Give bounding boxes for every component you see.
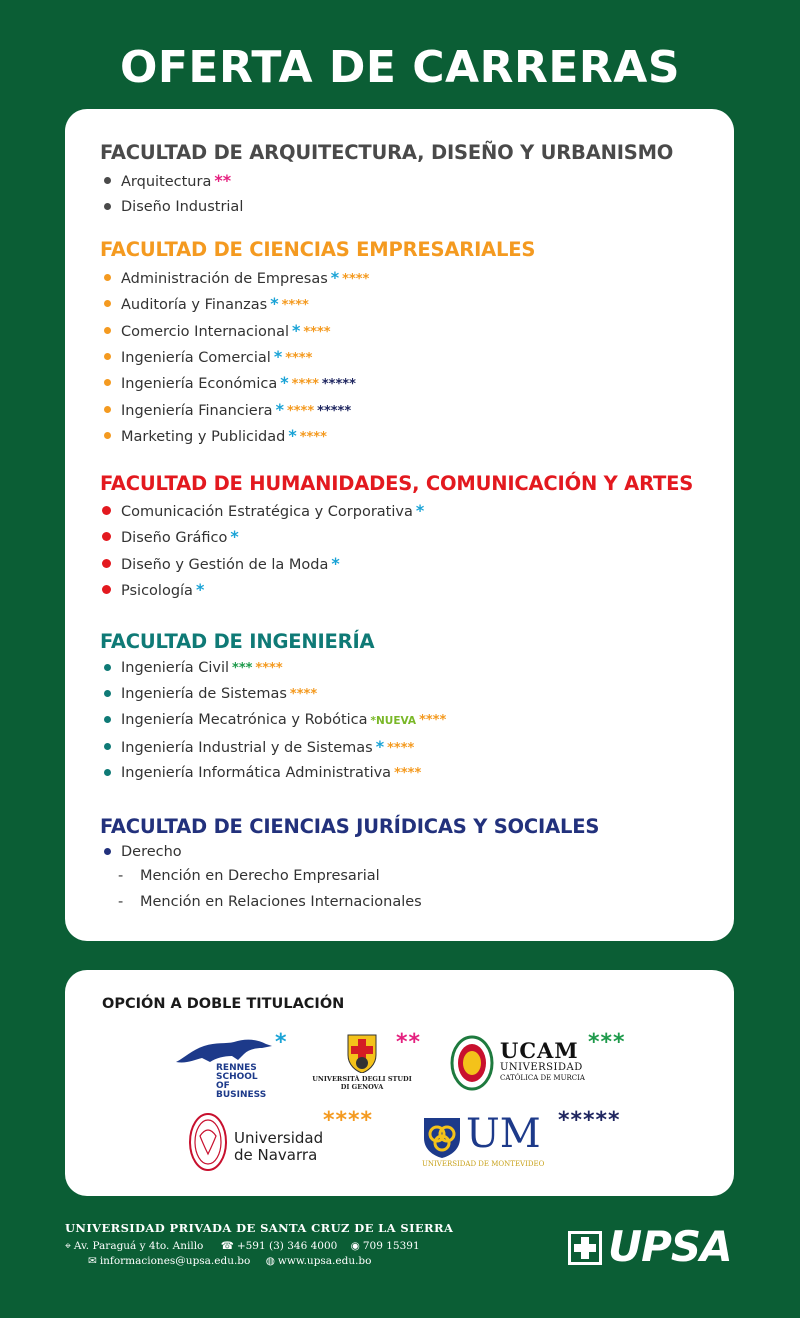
email-link[interactable]: informaciones@upsa.edu.bo xyxy=(99,1255,251,1267)
partner-stars: ***** xyxy=(317,403,352,419)
bullet-icon xyxy=(104,848,111,855)
footer-contact xyxy=(88,1255,371,1267)
bullet-icon xyxy=(104,432,111,439)
partner-stars: **** xyxy=(255,661,283,676)
faculty-title: FACULTAD DE INGENIERÍA xyxy=(100,630,375,653)
program-item xyxy=(121,198,243,216)
page-title: OFERTA DE CARRERAS xyxy=(119,42,681,93)
partner-stars: **** xyxy=(387,740,415,756)
program-item xyxy=(121,843,182,861)
program-item xyxy=(121,659,283,678)
sub-dash: - xyxy=(118,868,124,884)
program-item xyxy=(121,685,317,704)
panther-icon xyxy=(174,1036,274,1066)
rennes-line-3: OF BUSINESS xyxy=(216,1081,267,1100)
sub-label: Mención en Relaciones Internacionales xyxy=(140,894,422,910)
partner-stars: **** xyxy=(286,403,315,419)
partner-stars: * xyxy=(273,346,283,366)
program-item xyxy=(121,322,331,342)
faculty-title: FACULTAD DE HUMANIDADES, COMUNICACIÓN Y ARTES xyxy=(100,472,694,495)
bullet-icon xyxy=(102,506,111,515)
navarra-line-1: Universidad xyxy=(234,1129,324,1147)
program-label: Ingeniería Civil xyxy=(121,660,230,676)
address-text: Av. Paraguá y 4to. Anillo xyxy=(73,1240,204,1252)
faculty-title: FACULTAD DE ARQUITECTURA, DISEÑO Y URBANISMO xyxy=(100,141,674,164)
bullet-icon xyxy=(104,406,111,413)
navarra-line-2: de Navarra xyxy=(234,1146,318,1164)
program-label: Diseño Industrial xyxy=(121,199,244,215)
program-label: Psicología xyxy=(121,582,193,599)
partner-stars: **** xyxy=(303,324,331,340)
rennes-stars: * xyxy=(275,1030,288,1055)
program-label: Derecho xyxy=(121,844,182,860)
bullet-icon xyxy=(102,585,111,594)
partner-stars: * xyxy=(230,527,239,547)
partner-stars: * xyxy=(280,373,289,393)
ucam-line-1: UCAM xyxy=(500,1038,579,1063)
whatsapp-text: 709 15391 xyxy=(362,1240,420,1252)
navarra-logo xyxy=(188,1112,328,1172)
phone-icon: ☎ xyxy=(220,1240,234,1252)
program-label: Diseño Gráfico xyxy=(121,530,228,547)
partner-stars: **** xyxy=(289,687,318,703)
program-label: Comercio Internacional xyxy=(121,323,289,340)
program-label: Ingeniería Industrial y de Sistemas xyxy=(121,739,373,756)
program-item xyxy=(121,738,414,758)
partner-stars: * xyxy=(330,268,340,287)
program-label: Arquitectura xyxy=(121,174,212,190)
program-item xyxy=(121,764,421,783)
web-link[interactable]: www.upsa.edu.bo xyxy=(277,1255,372,1267)
bullet-icon xyxy=(104,327,111,334)
bullet-icon xyxy=(104,743,111,750)
program-label: Ingeniería Mecatrónica y Robótica xyxy=(121,712,368,729)
program-label: Ingeniería Financiera xyxy=(121,402,273,419)
faculty-title: FACULTAD DE CIENCIAS JURÍDICAS Y SOCIALES xyxy=(100,815,600,838)
phone-text: +591 (3) 346 4000 xyxy=(236,1240,338,1252)
program-item xyxy=(121,502,424,521)
seal-icon xyxy=(188,1112,230,1172)
partner-stars: **** xyxy=(291,377,319,393)
bullet-icon xyxy=(104,353,111,360)
program-item xyxy=(121,295,309,315)
program-label: Auditoría y Finanzas xyxy=(121,297,268,314)
program-item xyxy=(121,555,340,574)
program-item xyxy=(121,427,327,447)
um-line-2: UNIVERSIDAD DE MONTEVIDEO xyxy=(422,1160,545,1168)
program-label: Ingeniería Económica xyxy=(121,376,278,393)
seal-icon xyxy=(450,1034,496,1092)
partner-stars: **** xyxy=(419,713,447,729)
partner-stars: **** xyxy=(342,272,370,287)
program-label: Administración de Empresas xyxy=(121,271,328,287)
new-tag: *NUEVA xyxy=(370,715,417,728)
rennes-logo xyxy=(174,1036,274,1100)
program-item xyxy=(121,401,351,421)
partner-stars: * xyxy=(375,736,385,756)
partner-stars: **** xyxy=(285,350,313,366)
genova-line-1: UNIVERSITÀ DEGLI STUDI xyxy=(312,1075,412,1083)
partner-stars: **** xyxy=(394,765,422,781)
whatsapp-icon: ◉ xyxy=(350,1240,360,1252)
footer-university: UNIVERSIDAD PRIVADA DE SANTA CRUZ DE LA SIERRA xyxy=(65,1221,454,1235)
program-item xyxy=(121,528,239,547)
sub-label: Mención en Derecho Empresarial xyxy=(140,868,380,884)
ucam-logo xyxy=(450,1034,590,1092)
genova-line-2: DI GENOVA xyxy=(340,1083,384,1091)
partner-stars: * xyxy=(195,579,205,599)
partner-stars: * xyxy=(288,425,297,445)
partner-stars: * xyxy=(415,501,425,520)
program-label: Diseño y Gestión de la Moda xyxy=(121,556,329,573)
montevideo-logo xyxy=(422,1111,562,1170)
ucam-line-3: CATÓLICA DE MURCIA xyxy=(500,1074,585,1082)
program-label: Marketing y Publicidad xyxy=(121,428,286,445)
globe-icon: ◍ xyxy=(265,1255,275,1267)
knot-shield-icon xyxy=(422,1116,462,1158)
ucam-line-2: UNIVERSIDAD xyxy=(500,1062,583,1073)
ucam-stars: *** xyxy=(588,1030,626,1055)
program-item xyxy=(121,172,231,191)
program-label: Ingeniería de Sistemas xyxy=(121,686,287,703)
footer-address xyxy=(65,1240,420,1253)
partner-stars: * xyxy=(275,399,284,419)
bullet-icon xyxy=(104,274,111,281)
bullet-icon xyxy=(102,559,111,568)
program-item xyxy=(121,374,356,394)
rennes-line-2: SCHOOL xyxy=(216,1072,258,1082)
upsa-logo xyxy=(568,1222,732,1271)
partner-stars: **** xyxy=(281,298,309,314)
program-item xyxy=(121,581,204,600)
sub-item xyxy=(118,894,422,910)
program-label: Comunicación Estratégica y Corporativa xyxy=(121,504,413,520)
rennes-line-1: RENNES xyxy=(216,1063,257,1073)
montevideo-stars: ***** xyxy=(558,1108,621,1133)
navarra-stars: **** xyxy=(323,1108,374,1133)
um-line-1: UM xyxy=(466,1111,541,1157)
bullet-icon xyxy=(104,769,111,776)
program-label: Ingeniería Comercial xyxy=(121,349,271,366)
email-icon: ✉ xyxy=(88,1255,97,1267)
partner-stars: * xyxy=(270,294,279,314)
bullet-icon xyxy=(104,203,111,210)
genova-stars: ** xyxy=(396,1030,422,1055)
bullet-icon xyxy=(104,664,111,671)
partner-stars: *** xyxy=(232,661,253,676)
upsa-symbol-icon xyxy=(568,1231,602,1265)
program-item xyxy=(121,711,446,730)
partner-stars: ** xyxy=(214,171,232,190)
upsa-brand: UPSA xyxy=(608,1222,732,1271)
faculty-title: FACULTAD DE CIENCIAS EMPRESARIALES xyxy=(100,238,536,261)
bullet-icon xyxy=(104,177,111,184)
double-degree-title: OPCIÓN A DOBLE TITULACIÓN xyxy=(102,996,345,1012)
location-pin-icon: ⌖ xyxy=(65,1240,71,1252)
program-label: Ingeniería Informática Administrativa xyxy=(121,764,392,781)
partner-stars: **** xyxy=(299,429,327,445)
partner-stars: ***** xyxy=(321,377,356,393)
partner-stars: * xyxy=(292,320,301,340)
sub-dash: - xyxy=(118,894,124,910)
partner-stars: * xyxy=(331,553,340,573)
program-item xyxy=(121,269,369,289)
sub-item xyxy=(118,868,380,884)
program-item xyxy=(121,348,312,368)
